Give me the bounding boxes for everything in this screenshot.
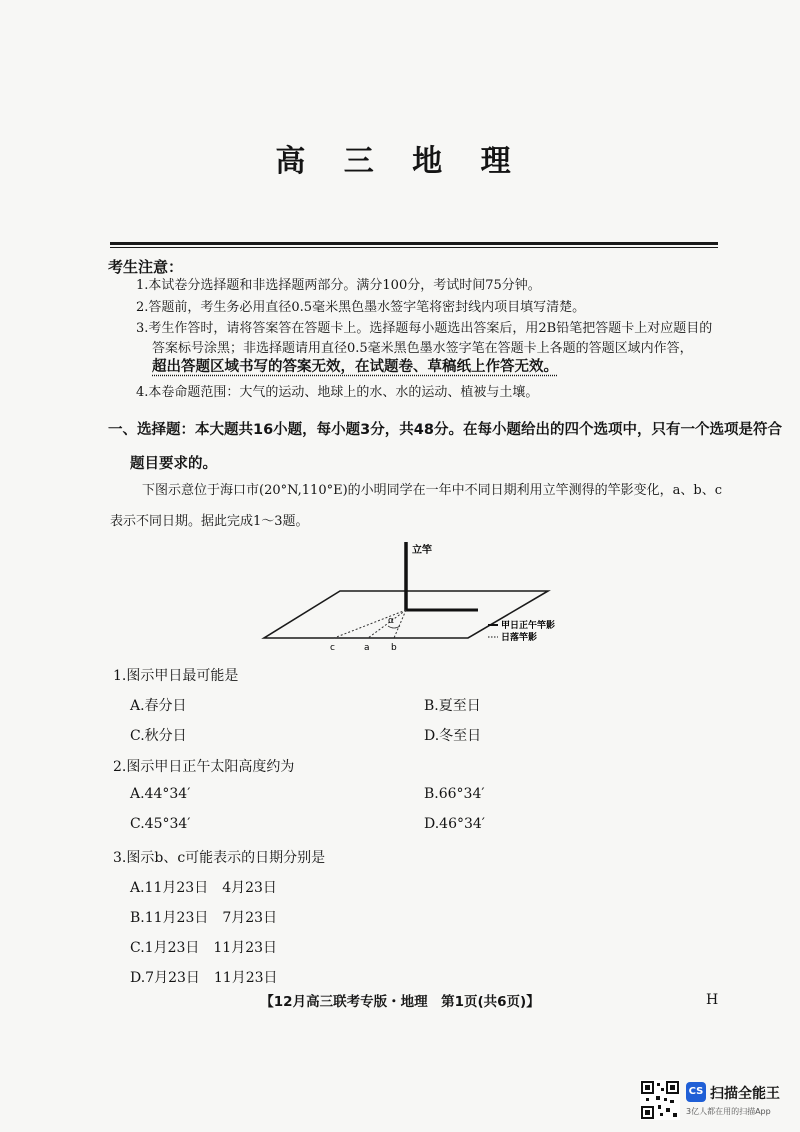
page-footer: 【12月高三联考专版・地理 第1页(共6页)】: [260, 994, 540, 1010]
question-2-option-b: B.66°34′: [424, 786, 485, 802]
question-2-stem: 2.图示甲日正午太阳高度约为: [113, 759, 295, 775]
question-1-stem: 1.图示甲日最可能是: [113, 668, 239, 684]
angle-label: α: [388, 616, 394, 626]
pole-label: 立竿: [412, 545, 432, 556]
question-intro: 下图示意位于海口市(20°N,110°E)的小明同学在一年中不同日期利用立竿测得的竿影变化，a、b、c: [142, 483, 723, 498]
question-2-option-a: A.44°34′: [130, 786, 191, 802]
question-intro-cont: 表示不同日期。据此完成1～3题。: [110, 514, 309, 529]
point-b-label: b: [391, 643, 397, 653]
question-1-option-b: B.夏至日: [424, 698, 481, 714]
question-2-option-d: D.46°34′: [424, 816, 485, 832]
question-1-option-a: A.春分日: [130, 698, 187, 714]
pole-shadow-diagram: [260, 538, 590, 656]
notice-item-3: 3.考生作答时，请将答案答在答题卡上。选择题每小题选出答案后，用2B铅笔把答题卡上对应题目的: [136, 321, 713, 336]
point-c-label: c: [330, 643, 335, 653]
section-header-cont: 题目要求的。: [130, 456, 217, 472]
point-a-label: a: [364, 643, 370, 653]
question-3-option-b: B.11月23日 7月23日: [130, 910, 278, 926]
notice-item-4: 4.本卷命题范围：大气的运动、地球上的水、水的运动、植被与土壤。: [136, 385, 539, 400]
scanner-app-name: 扫描全能王: [710, 1086, 780, 1102]
notice-heading: 考生注意：: [108, 258, 184, 276]
question-3-option-c: C.1月23日 11月23日: [130, 940, 278, 956]
notice-item-2: 2.答题前，考生务必用直径0.5毫米黑色墨水签字笔将密封线内项目填写清楚。: [136, 300, 586, 315]
notice-item-1: 1.本试卷分选择题和非选择题两部分。满分100分，考试时间75分钟。: [136, 278, 541, 293]
question-1-option-c: C.秋分日: [130, 728, 187, 744]
qr-code-icon: [640, 1080, 680, 1120]
section-header: 一、选择题：本大题共16小题，每小题3分，共48分。在每小题给出的四个选项中，只有一个选项是符合: [108, 422, 782, 438]
shadow-line-c: [334, 610, 406, 638]
question-2-option-c: C.45°34′: [130, 816, 191, 832]
angle-arc: [388, 626, 400, 628]
scanner-tagline: 3亿人都在用的扫描App: [686, 1107, 771, 1116]
camscanner-logo: CS: [686, 1082, 706, 1102]
page-title: 高 三 地 理: [275, 144, 525, 179]
shadow-line-a: [368, 610, 406, 638]
legend-solid-label: 甲日正午竿影: [501, 621, 556, 631]
question-1-option-d: D.冬至日: [424, 728, 482, 744]
paper-version-mark: H: [706, 992, 719, 1008]
shadow-line-b: [394, 610, 406, 638]
question-3-option-d: D.7月23日 11月23日: [130, 970, 278, 986]
legend-dotted-label: 日落竿影: [501, 633, 538, 643]
notice-item-3-cont: 答案标号涂黑；非选择题请用直径0.5毫米黑色墨水签字笔在答题卡上各题的答题区域内作答，: [152, 341, 693, 356]
notice-item-3-emphasis: 超出答题区域书写的答案无效，在试题卷、草稿纸上作答无效。: [152, 359, 558, 375]
question-3-stem: 3.图示b、c可能表示的日期分别是: [113, 850, 326, 866]
header-rule-thick: [110, 242, 718, 245]
question-3-option-a: A.11月23日 4月23日: [130, 880, 277, 896]
header-rule-thin: [110, 247, 718, 248]
